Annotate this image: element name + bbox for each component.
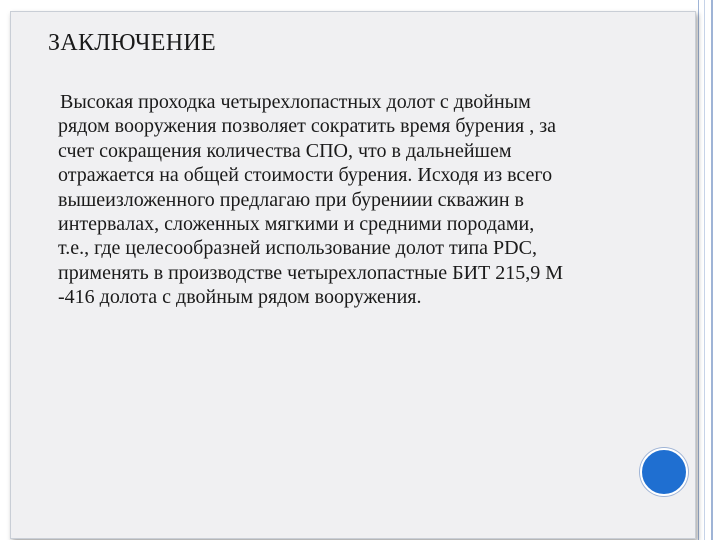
body-line: интервалах, сложенных мягкими и средними породами,	[58, 213, 535, 236]
body-line: т.е., где целесообразней использование долот типа PDC,	[58, 237, 537, 260]
body-line: Высокая проходка четырехлопастных долот с двойным	[60, 91, 531, 113]
body-line: счет сокращения количества СПО, что в дальнейшем	[58, 139, 512, 162]
decorative-edge-line	[698, 0, 699, 540]
slide-body-text	[60, 90, 685, 310]
decorative-circle	[640, 448, 688, 496]
body-line: отражается на общей стоимости бурения. Исходя из всего	[58, 164, 553, 187]
body-line: применять в производстве четырехлопастные БИТ 215,9 М	[58, 261, 564, 284]
body-line: рядом вооружения позволяет сократить время бурения , за	[58, 115, 557, 138]
decorative-edge-line	[711, 0, 713, 540]
body-line: вышеизложенного предлагаю при бурениии скважин в	[58, 188, 524, 211]
decorative-edge-line	[704, 0, 705, 540]
body-line: -416 долота с двойным рядом вооружения.	[58, 286, 422, 309]
slide-title: ЗАКЛЮЧЕНИЕ	[48, 30, 216, 56]
